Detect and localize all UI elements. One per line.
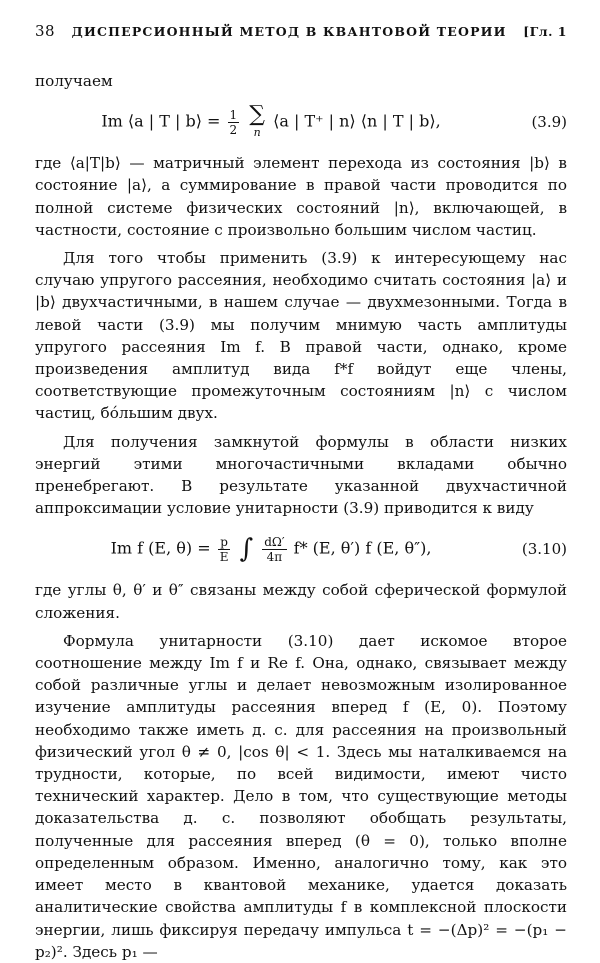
- paragraph-4: где углы θ, θ′ и θ″ связаны между собой сферической формулой сложения.: [35, 581, 567, 622]
- eq310-integral: ∫: [239, 534, 254, 565]
- eq310-lhs: Im f (E, θ) =: [110, 538, 211, 558]
- eq39-number: (3.9): [531, 113, 567, 132]
- eq39-frac-num: 1: [229, 107, 238, 122]
- paragraph-5: Формула унитарности (3.10) дает искомое второе соотношение между Im f и Re f. Она, однако, связывает между собой различные углы и делает невозможным изолированное изучение амплитуды рассеяния вперед f (E, 0). Поэтому необходимо также иметь д. с. для рассеяния на произвольный физический угол θ ≠ 0, |cos θ| < 1. Здесь мы наталкиваемся на трудности, которые, по всей видимости, имеют чисто технический характер. Дело в том, что существующие методы доказательства д. с. позволяют обобщать результаты, полученные для рассеяния вперед (θ = 0), только вполне определенным образом. Именно, аналогично тому, как это имеет место в квантовой механике, удается доказать аналитические свойства амплитуды f в комплексной плоскости энергии, лишь фиксируя передачу импульса t = −(Δp)² = −(p₁ − p₂)². Здесь p₁ —: [35, 631, 567, 961]
- eq310-rhs: f* (E, θ′) f (E, θ″),: [293, 538, 432, 558]
- paragraph-2: Для того чтобы применить (3.9) к интересующему нас случаю упругого рассеяния, необходимо считать состояния |a⟩ и |b⟩ двухчастичными, в нашем случае — двухмезонными. Тогда в левой части (3.9) мы получим мнимую часть амплитуды упругого рассеяния Im f. В правой части, однако, кроме произведения амплитуд вида f*f войдут еще члены, соответствующие промежуточным состояниям |n⟩ с числом частиц, бо́льшим двух.: [35, 249, 567, 423]
- equation-3-9: [35, 92, 567, 152]
- eq310-dfraction: [262, 535, 286, 564]
- running-title: ДИСПЕРСИОННЫЙ МЕТОД В КВАНТОВОЙ ТЕОРИИ: [71, 24, 507, 39]
- sum-symbol: ∑: [249, 102, 265, 128]
- eq310-number: (3.10): [521, 540, 567, 559]
- lead-word: получаем: [35, 72, 113, 90]
- eq310-frac-num: p: [218, 535, 231, 550]
- equation-3-10: [35, 519, 567, 579]
- paragraph-1: где ⟨a|T|b⟩ — матричный элемент перехода из состояния |b⟩ в состояние |a⟩, а суммирование в правой части проводится по полной системе физических состояний |n⟩, включающей, в частности, состояние с произвольно большим числом частиц.: [35, 154, 567, 239]
- eq310-dfrac-num: dΩ′: [264, 534, 285, 549]
- eq39-sum: [249, 104, 265, 140]
- page: [35, 22, 567, 963]
- paragraph-3: Для получения замкнутой формулы в области низких энергий этими многочастичными вкладами обычно пренебрегают. В результате указанной двухчастичной аппроксимации условие унитарности (3.9) приводится к виду: [35, 432, 567, 518]
- chapter-marker: [Гл. 1: [523, 24, 567, 39]
- eq39-lhs: Im ⟨a | T | b⟩ =: [101, 111, 221, 131]
- eq310-fraction: [218, 535, 231, 564]
- page-number: 38: [35, 22, 56, 40]
- eq310-frac-den: E: [219, 549, 229, 564]
- eq39-fraction: [228, 108, 240, 137]
- eq39-sum-index: n: [253, 126, 261, 140]
- eq39-frac-den: 2: [229, 122, 238, 137]
- eq39-rhs: ⟨a | T⁺ | n⟩ ⟨n | T | b⟩,: [273, 111, 441, 131]
- page-header: [35, 22, 567, 48]
- eq310-dfrac-den: 4π: [266, 549, 283, 564]
